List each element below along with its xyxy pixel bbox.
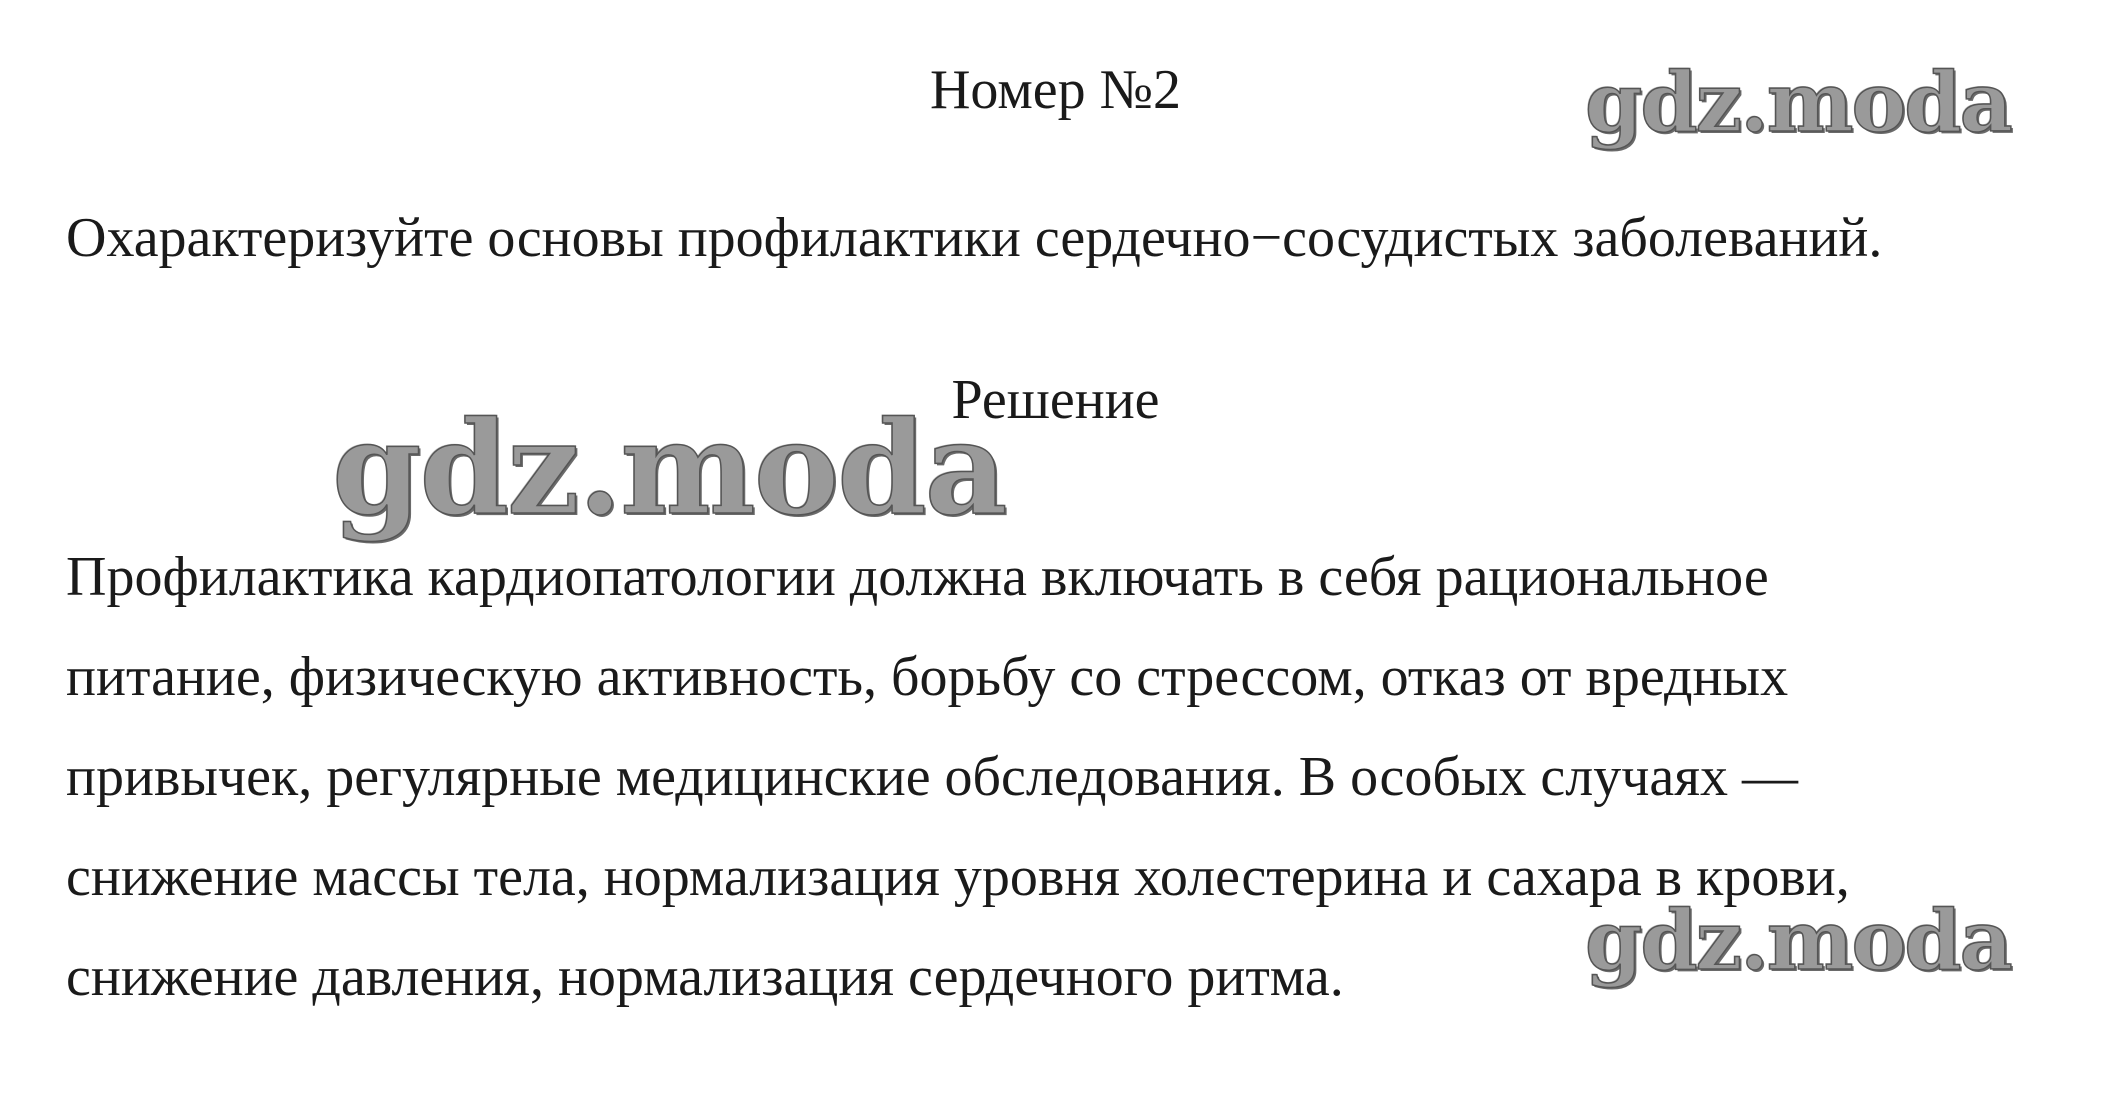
solution-line: снижение массы тела, нормализация уровня холестерина и сахара в крови, [66,846,1850,908]
solution-line: снижение давления, нормализация сердечного ритма. [66,946,1344,1008]
watermark-logo-middle: gdz.moda [332,394,1006,544]
watermark-logo-bottom: gdz.moda [1585,893,2011,989]
watermark-logo-top: gdz.moda [1585,55,2011,151]
solution-line: привычек, регулярные медицинские обследования. В особых случаях — [66,746,1799,808]
question-text: Охарактеризуйте основы профилактики сердечно−сосудистых заболеваний. [66,207,1883,269]
solution-line: питание, физическую активность, борьбу со стрессом, отказ от вредных [66,646,1789,708]
solution-heading: Решение [951,369,1160,431]
page-title-text: Номер №2 [929,59,1182,121]
solution-line: Профилактика кардиопатологии должна включать в себя рациональное [66,546,1769,608]
